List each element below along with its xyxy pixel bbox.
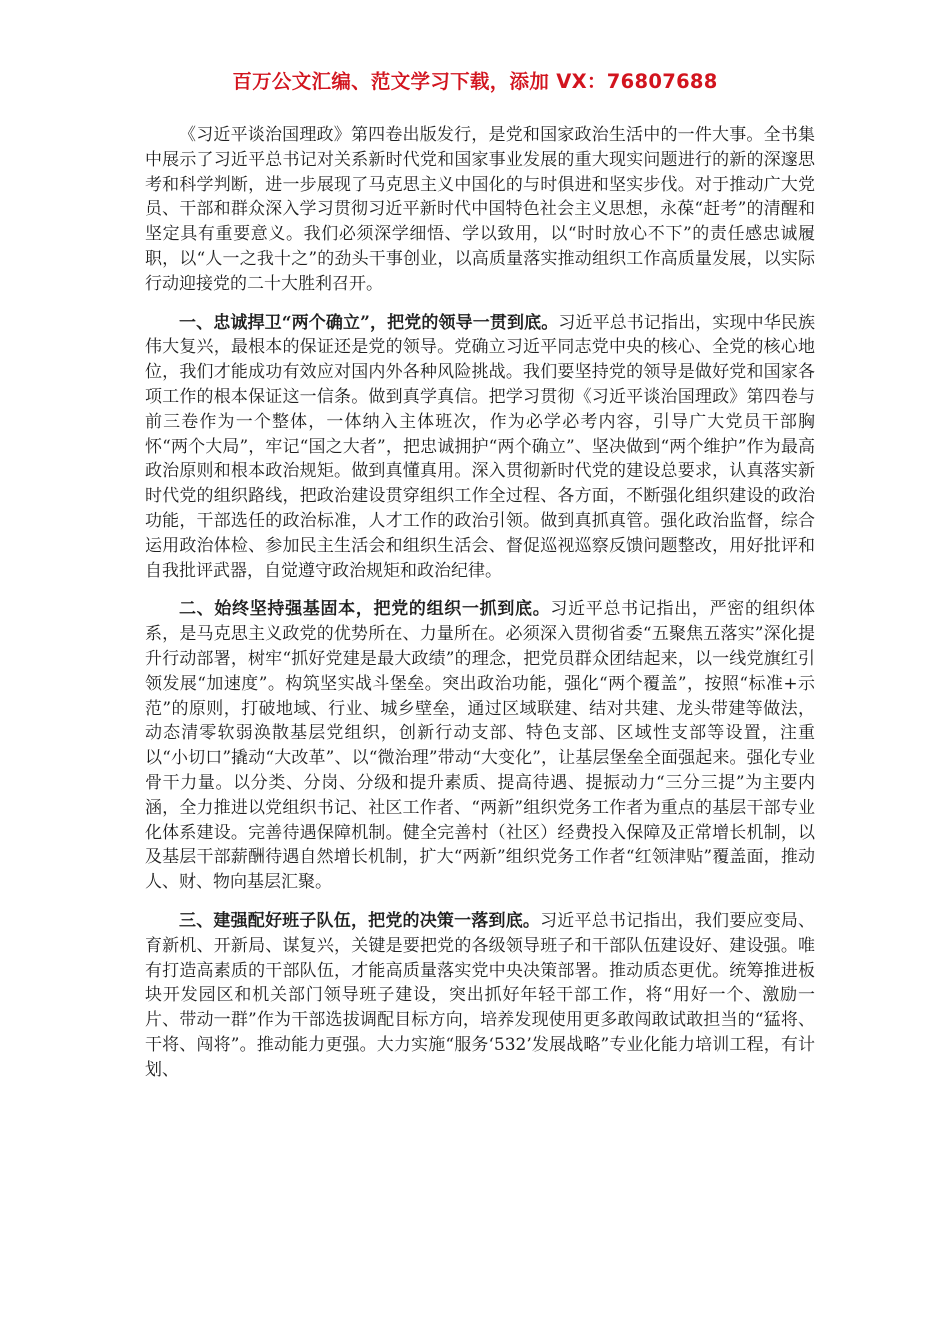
paragraph-text: 习近平总书记指出，我们要应变局、育新机、开新局、谋复兴，关键是要把党的各级领导班子和干部队伍建设好、建设强。唯有打造高素质的干部队伍，才能高质量落实党中央决策部署。推动质态更优。统筹推进板块开发园区和机关部门领导班子建设，突出抓好年轻干部工作，将“用好一个、激励一片、带动一群”作为干部选拔调配目标方向，培养发现使用更多敢闯敢试敢担当的“猛将、干将、闯将”。推动能力更强。大力实施“服务‘532’发展战略”专业化能力培训工程，有计划、 xyxy=(145,910,816,1080)
paragraph-text: 习近平总书记指出，实现中华民族伟大复兴，最根本的保证还是党的领导。党确立习近平同志党中央的核心、全党的核心地位，我们才能成功有效应对国内外各种风险挑战。我们要坚持党的领导是做好党和国家各项工作的根本保证这一信条。做到真学真信。把学习贯彻《习近平谈治国理政》第四卷与前三卷作为一个整体，一体纳入主体班次，作为必学必考内容，引导广大党员干部胸怀“两个大局”，牢记“国之大者”，把忠诚拥护“两个确立”、坚决做到“两个维护”作为最高政治原则和根本政治规矩。做到真懂真用。深入贯彻新时代党的建设总要求，认真落实新时代党的组织路线，把政治建设贯穿组织工作全过程、各方面，不断强化组织建设的政治功能，干部选任的政治标准，人才工作的政治引领。做到真抓真管。强化政治监督，综合运用政治体检、参加民主生活会和组织生活会、督促巡视巡察反馈问题整改，用好批评和自我批评武器，自觉遵守政治规矩和政治纪律。 xyxy=(145,312,816,581)
paragraph-section-1 xyxy=(145,311,815,584)
section-heading: 一、忠诚捍卫“两个确立”，把党的领导一贯到底。 xyxy=(179,312,559,333)
section-heading: 二、始终坚持强基固本，把党的组织一抓到底。 xyxy=(179,599,551,620)
watermark-header: 百万公文汇编、范文学习下载，添加 VX：76807688 xyxy=(232,70,718,93)
paragraph-text: 习近平总书记指出，严密的组织体系，是马克思主义政党的优势所在、力量所在。必须深入贯彻省委“五聚焦五落实”深化提升行动部署，树牢“抓好党建是最大政绩”的理念，把党员群众团结起来，以一线党旗红引领发展“加速度”。构筑坚实战斗堡垒。突出政治功能，强化“两个覆盖”，按照“标准+示范”的原则，打破地域、行业、城乡壁垒，通过区域联建、结对共建、龙头带建等做法，动态清零软弱涣散基层党组织，创新行动支部、特色支部、区域性支部等设置，注重以“小切口”撬动“大改革”、以“微治理”带动“大变化”，让基层堡垒全面强起来。强化专业骨干力量。以分类、分岗、分级和提升素质、提高待遇、提振动力“三分三提”为主要内涵，全力推进以党组织书记、社区工作者、“两新”组织党务工作者为重点的基层干部专业化体系建设。完善待遇保障机制。健全完善村（社区）经费投入保障及正常增长机制，以及基层干部薪酬待遇自然增长机制，扩大“两新”组织党务工作者“红领津贴”覆盖面，推动人、财、物向基层汇聚。 xyxy=(145,599,816,893)
section-heading: 三、建强配好班子队伍，把党的决策一落到底。 xyxy=(179,910,541,931)
paragraph-text: 《习近平谈治国理政》第四卷出版发行，是党和国家政治生活中的一件大事。全书集中展示了习近平总书记对关系新时代党和国家事业发展的重大现实问题进行的新的深邃思考和科学判断，进一步展现了马克思主义中国化的与时俱进和坚实步伐。对于推动广大党员、干部和群众深入学习贯彻习近平新时代中国特色社会主义思想，永葆“赶考”的清醒和坚定具有重要意义。我们必须深学细悟、学以致用，以“时时放心不下”的责任感忠诚履职，以“人一之我十之”的劲头干事创业，以高质量落实推动组织工作高质量发展，以实际行动迎接党的二十大胜利召开。 xyxy=(145,125,815,294)
paragraph-intro xyxy=(145,123,815,297)
paragraph-section-3 xyxy=(145,909,815,1083)
document-body xyxy=(145,123,815,1096)
paragraph-section-2 xyxy=(145,597,815,895)
